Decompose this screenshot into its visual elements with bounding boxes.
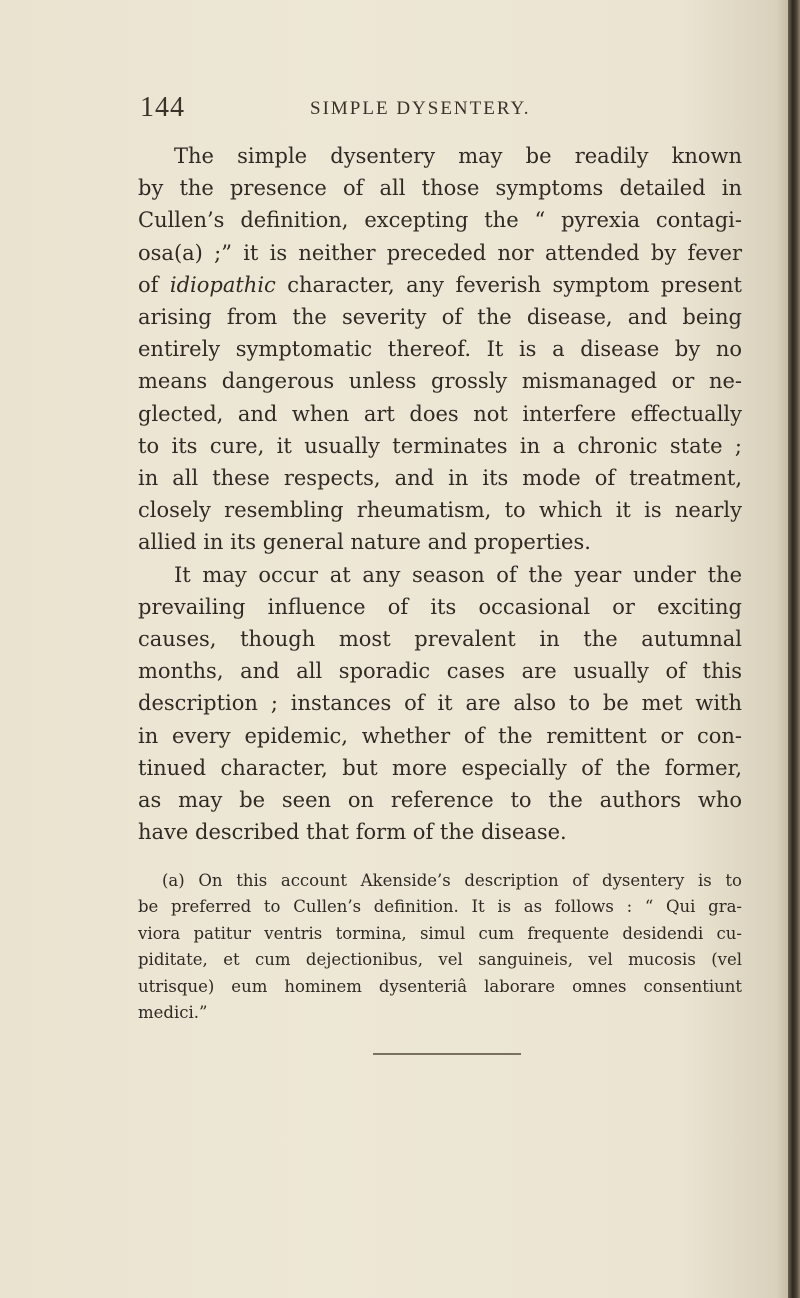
- text-line: to its cure, it usually terminates in a chronic state ;: [138, 433, 742, 458]
- text-line: glected, and when art does not interfere effectually: [138, 401, 742, 426]
- footnote-line: viora patitur ventris tormina, simul cum frequente desidendi cu-: [138, 923, 742, 943]
- footnote: [138, 868, 742, 1026]
- text-line: means dangerous unless grossly mismanaged or ne-: [138, 369, 742, 394]
- text-line: closely resembling rheumatism, to which it is nearly: [138, 498, 742, 523]
- body-text: [138, 140, 742, 848]
- footnote-line: be preferred to Cullen’s definition. It is as follows : “ Qui gra-: [138, 897, 742, 917]
- text-line: causes, though most prevalent in the autumnal: [138, 627, 742, 652]
- text-line: It may occur at any season of the year under the: [174, 562, 742, 587]
- text-line: description ; instances of it are also to be met with: [138, 691, 742, 716]
- text-line: arising from the severity of the disease, and being: [138, 305, 742, 330]
- text-line: tinued character, but more especially of the former,: [138, 755, 742, 780]
- book-spine-edge: [788, 0, 800, 1298]
- text-line: have described that form of the disease.: [138, 820, 567, 845]
- text-line: of idiopathic character, any feverish symptom present: [138, 272, 742, 297]
- footnote-line: (a) On this account Akenside’s description of dysentery is to: [162, 871, 742, 890]
- text-line: by the presence of all those symptoms detailed in: [138, 176, 742, 201]
- text-line: in all these respects, and in its mode of treatment,: [138, 466, 742, 491]
- running-head: SIMPLE DYSENTERY.: [310, 98, 531, 119]
- text-line: as may be seen on reference to the authors who: [138, 788, 742, 813]
- end-rule: [373, 1053, 521, 1055]
- page-header: [140, 90, 700, 130]
- footnote-line: piditate, et cum dejectionibus, vel sanguineis, vel mucosis (vel: [138, 950, 742, 970]
- text-line: osa(a) ;” it is neither preceded nor attended by fever: [138, 240, 742, 265]
- text-line: The simple dysentery may be readily known: [174, 144, 742, 168]
- text-line: months, and all sporadic cases are usually of this: [138, 659, 742, 684]
- text-line: in every epidemic, whether of the remittent or con-: [138, 723, 742, 748]
- text-line: Cullen’s definition, excepting the “ pyrexia contagi-: [138, 208, 742, 233]
- page-number: 144: [140, 92, 185, 123]
- footnote-line: medici.”: [138, 1003, 208, 1023]
- text-line: entirely symptomatic thereof. It is a disease by no: [138, 337, 742, 362]
- text-line: prevailing influence of its occasional or exciting: [138, 594, 742, 619]
- footnote-line: utrisque) eum hominem dysenteriâ laborare omnes consentiunt: [138, 976, 742, 996]
- text-line: allied in its general nature and properties.: [138, 530, 591, 555]
